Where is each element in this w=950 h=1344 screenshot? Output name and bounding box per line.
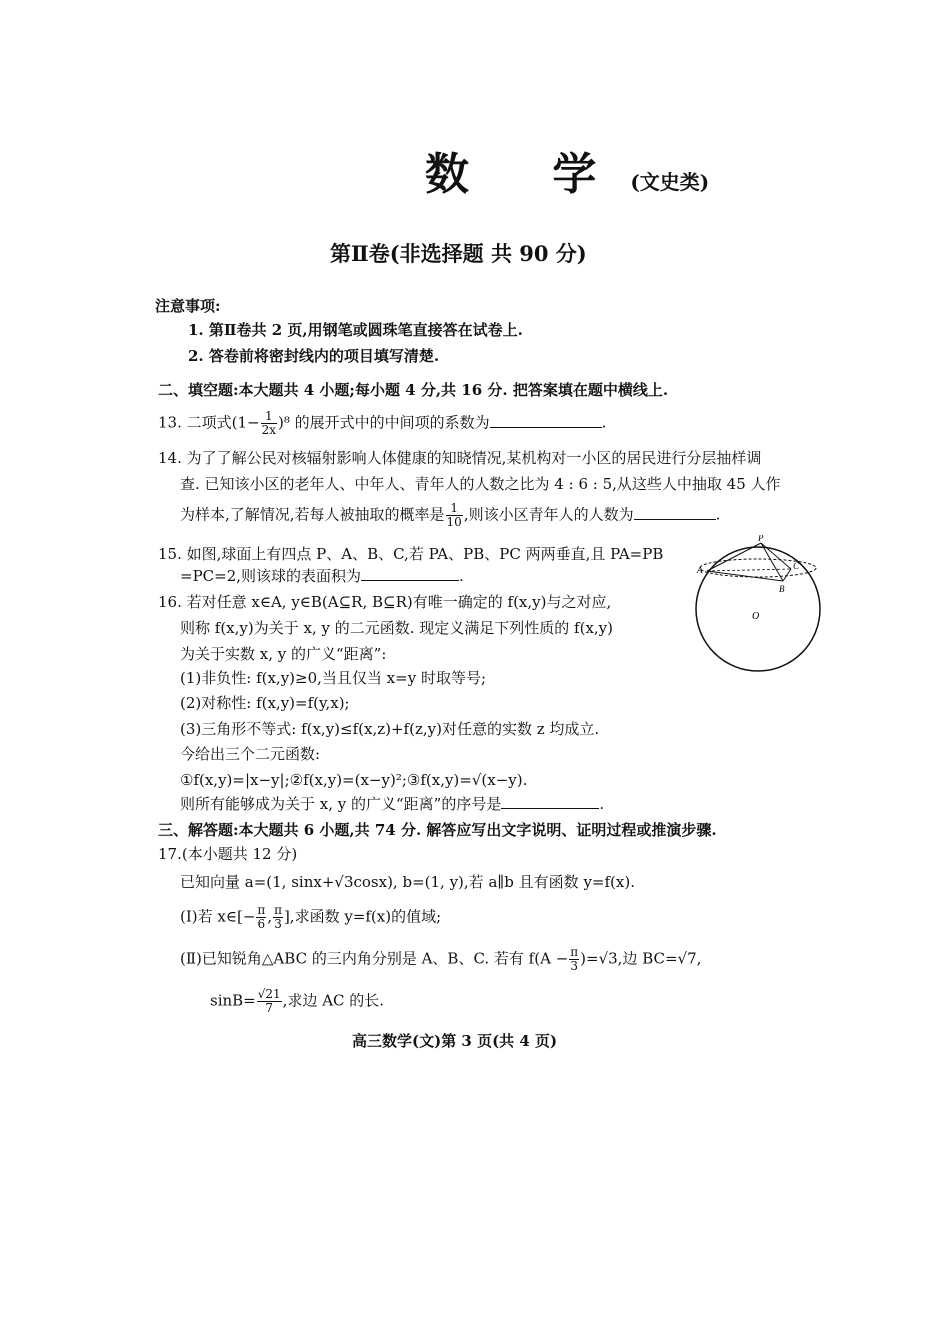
- label-b: B: [779, 584, 785, 594]
- q13-fraction: [261, 410, 277, 437]
- q14-line-2: 查. 已知该小区的老年人、中年人、青年人的人数之比为 4 : 6 : 5,从这些人中抽取 45 人作: [180, 475, 781, 493]
- q16-answer-blank[interactable]: [501, 794, 599, 809]
- q17-p3-frac-num: √21: [257, 987, 281, 1001]
- edge-ab: [707, 571, 783, 581]
- q15-line-1: 15. 如图,球面上有四点 P、A、B、C,若 PA、PB、PC 两两垂直,且 PA=PB: [158, 545, 664, 563]
- q17-p3-text-a: sinB=: [210, 991, 256, 1010]
- q14-frac-num: 1: [446, 502, 463, 516]
- q17-p1-frac-2: [273, 904, 283, 931]
- q16-line-1: 16. 若对任意 x∈A, y∈B(A⊆R, B⊆R)有唯一确定的 f(x,y)与之对应,: [158, 593, 612, 611]
- q14-line-1: 14. 为了了解公民对核辐射影响人体健康的知晓情况,某机构对一小区的居民进行分层抽样调: [158, 449, 762, 467]
- title-subtitle: (文史类): [630, 170, 710, 194]
- part2-heading: 二、填空题:本大题共 4 小题;每小题 4 分,共 16 分. 把答案填在题中横线上.: [158, 381, 669, 399]
- notes-item-1: 1. 第Ⅱ卷共 2 页,用钢笔或圆珠笔直接答在试卷上.: [188, 321, 523, 339]
- q17-p2-frac-den: 3: [570, 959, 579, 973]
- q14-fraction: [446, 502, 463, 529]
- q14-frac-den: 10: [446, 515, 462, 529]
- q17-part-3: [210, 988, 384, 1015]
- q17-p2-frac: [569, 946, 579, 973]
- edge-ac: [707, 569, 791, 571]
- q14-text-b: ,则该小区青年人的人数为: [463, 505, 634, 524]
- q17-p3-frac-den: 7: [265, 1001, 274, 1015]
- q15-answer-blank[interactable]: [361, 566, 459, 581]
- q13-answer-blank[interactable]: [490, 413, 602, 428]
- q17-p2-text-b: )=√3,边 BC=√7,: [580, 949, 702, 968]
- edge-pc: [761, 543, 791, 569]
- q16-property-3: (3)三角形不等式: f(x,y)≤f(x,z)+f(z,y)对任意的实数 z 均成立.: [180, 720, 600, 738]
- q17-part-1: [180, 904, 441, 931]
- label-o: O: [752, 611, 760, 622]
- q17-p2-frac-num: π: [570, 945, 579, 959]
- q17-p1-comma: ,: [267, 907, 273, 926]
- q13-frac-num: 1: [261, 410, 277, 424]
- notes-heading: 注意事项:: [155, 297, 221, 315]
- q17-head: 17.(本小题共 12 分): [158, 845, 298, 863]
- q16-line-5: ①f(x,y)=|x−y|;②f(x,y)=(x−y)²;③f(x,y)=√(x−y).: [180, 771, 528, 789]
- q14-end: .: [715, 505, 721, 524]
- label-c: C: [793, 561, 800, 571]
- q17-p3-text-b: ,求边 AC 的长.: [282, 991, 385, 1010]
- q13-text-b: )⁸ 的展开式中的中间项的系数为: [278, 413, 490, 432]
- q13-frac-den: 2x: [261, 423, 276, 437]
- section-title: 第Ⅱ卷(非选择题 共 90 分): [330, 241, 587, 266]
- page-footer: 高三数学(文)第 3 页(共 4 页): [352, 1032, 558, 1050]
- q17-p1-frac1-num: π: [257, 903, 266, 917]
- q17-part-2: [180, 946, 701, 973]
- q16-line-2: 则称 f(x,y)为关于 x, y 的二元函数. 现定义满足下列性质的 f(x,y): [180, 619, 613, 637]
- q16-line-4: 今给出三个二元函数:: [180, 745, 321, 763]
- q17-p3-frac: [257, 988, 282, 1015]
- q17-p1-frac2-num: π: [274, 903, 282, 917]
- label-p: P: [758, 535, 764, 543]
- sphere-outline: [696, 547, 820, 671]
- page-title: [425, 138, 709, 202]
- part3-heading: 三、解答题:本大题共 6 小题,共 74 分. 解答应写出文字说明、证明过程或推演步骤.: [158, 821, 717, 839]
- question-13: [158, 410, 606, 437]
- q15-end: .: [459, 567, 464, 585]
- edge-pa: [707, 543, 761, 571]
- q17-p2-text-a: (Ⅱ)已知锐角△ABC 的三内角分别是 A、B、C. 若有 f(A −: [180, 949, 569, 968]
- q17-p1-frac2-den: 3: [274, 917, 282, 931]
- q17-p1-text-b: ],求函数 y=f(x)的值域;: [283, 907, 442, 926]
- q16-line-6: [180, 794, 604, 814]
- q17-p1-frac-1: [256, 904, 266, 931]
- q14-text-a: 为样本,了解情况,若每人被抽取的概率是: [180, 505, 445, 524]
- q15-line-2: [180, 566, 464, 586]
- q17-p1-frac1-den: 6: [257, 917, 266, 931]
- q14-line-3: [180, 502, 720, 529]
- q16-end: .: [599, 795, 605, 813]
- q14-answer-blank[interactable]: [634, 505, 716, 520]
- q15-text: =PC=2,则该球的表面积为: [180, 567, 362, 585]
- q16-property-2: (2)对称性: f(x,y)=f(y,x);: [180, 694, 350, 712]
- q16-line-3: 为关于实数 x, y 的广义“距离”:: [180, 645, 387, 663]
- q16-property-1: (1)非负性: f(x,y)≥0,当且仅当 x=y 时取等号;: [180, 669, 486, 687]
- label-a: A: [697, 565, 703, 575]
- q13-end: .: [601, 413, 607, 432]
- q17-line-1: 已知向量 a=(1, sinx+√3cosx), b=(1, y),若 a∥b 且有函数 y=f(x).: [180, 873, 635, 891]
- title-main: 数 学: [425, 149, 631, 200]
- sphere-figure: [695, 535, 825, 675]
- q13-text-a: 13. 二项式(1−: [158, 413, 260, 432]
- q17-p1-text-a: (Ⅰ)若 x∈[−: [180, 907, 256, 926]
- q16-text: 则所有能够成为关于 x, y 的广义“距离”的序号是: [180, 795, 502, 813]
- edge-bc: [783, 569, 791, 581]
- notes-item-2: 2. 答卷前将密封线内的项目填写清楚.: [188, 347, 440, 365]
